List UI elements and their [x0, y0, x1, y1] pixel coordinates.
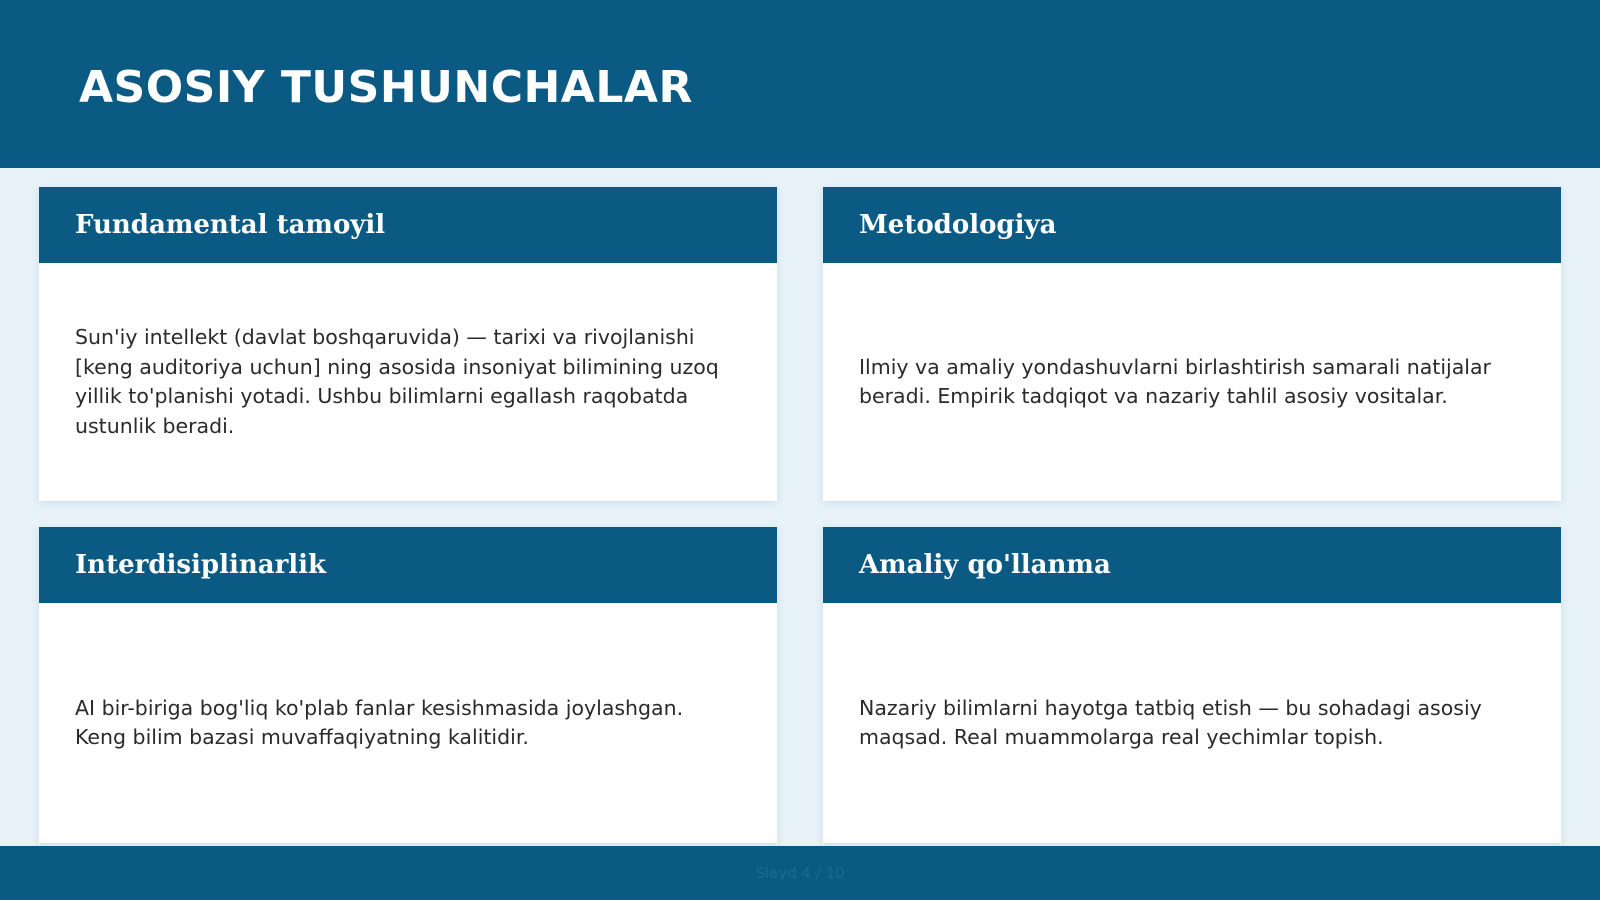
concept-card-methodology [823, 187, 1561, 501]
card-title: Interdisiplinarlik [75, 550, 327, 580]
card-body [823, 263, 1561, 501]
slide-number: Slayd 4 / 10 [755, 864, 845, 882]
slide-header [0, 0, 1600, 168]
card-header [39, 527, 777, 603]
card-text: Nazariy bilimlarni hayotga tatbiq etish — bu sohadagi asosiy maqsad. Real muammolarga real yechimlar topish. [859, 695, 1482, 749]
card-title: Metodologiya [859, 210, 1057, 240]
card-title: Amaliy qo'llanma [859, 550, 1111, 580]
card-header [823, 527, 1561, 603]
concept-card-fundamental [39, 187, 777, 501]
card-text: AI bir-biriga bog'liq ko'plab fanlar kesishmasida joylashgan. Keng bilim bazasi muvaffaqiyatning kalitidir. [75, 695, 684, 749]
card-header [823, 187, 1561, 263]
card-body [39, 263, 777, 501]
slide-title: ASOSIY TUSHUNCHALAR [79, 62, 693, 113]
concept-card-practical [823, 527, 1561, 843]
card-title: Fundamental tamoyil [75, 210, 386, 240]
card-body [39, 603, 777, 843]
concept-card-interdisciplinary [39, 527, 777, 843]
card-text: Ilmiy va amaliy yondashuvlarni birlashtirish samarali natijalar beradi. Empirik tadqiqot va nazariy tahlil asosiy vositalar. [859, 354, 1491, 408]
card-body [823, 603, 1561, 843]
card-header [39, 187, 777, 263]
card-text: Sun'iy intellekt (davlat boshqaruvida) — tarixi va rivojlanishi [keng auditoriya uchun] ning asosida insoniyat bilimining uzoq yillik to'planishi yotadi. Ushbu bilimlarni egallash raqobatda ustunlik beradi. [75, 325, 719, 438]
slide-footer [0, 846, 1600, 900]
